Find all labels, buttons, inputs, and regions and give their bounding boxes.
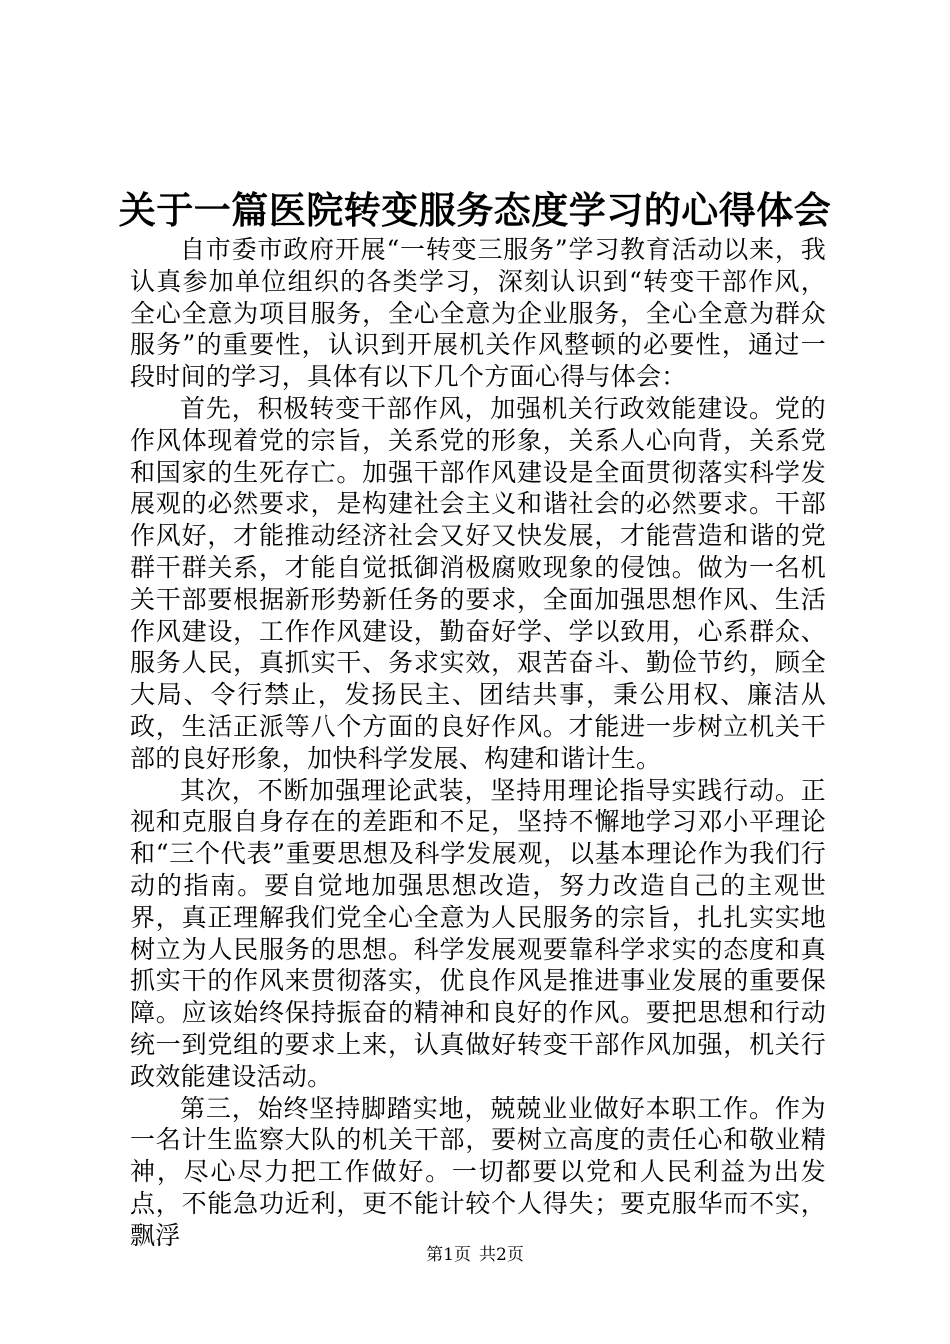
page-number-total: 共2页 <box>479 1245 524 1265</box>
paragraph-first: 首先，积极转变干部作风，加强机关行政效能建设。党的作风体现着党的宗旨，关系党的形象，关系人心向背，关系党和国家的生死存亡。加强干部作风建设是全面贯彻落实科学发展观的必然要求，是构建社会主义和谐社会的必然要求。干部作风好，才能推动经济社会又好又快发展，才能营造和谐的党群干群关系，才能自觉抵御消极腐败现象的侵蚀。做为一名机关干部要根据新形势新任务的要求，全面加强思想作风、生活作风建设，工作作风建设，勤奋好学、学以致用，心系群众、服务人民，真抓实干、务求实效，艰苦奋斗、勤俭节约，顾全大局、令行禁止，发扬民主、团结共事，秉公用权、廉洁从政，生活正派等八个方面的良好作风。才能进一步树立机关干部的良好形象，加快科学发展、构建和谐计生。 <box>130 393 826 773</box>
paragraph-second: 其次，不断加强理论武装，坚持用理论指导实践行动。正视和克服自身存在的差距和不足，坚持不懈地学习邓小平理论和“三个代表”重要思想及科学发展观，以基本理论作为我们行动的指南。要自觉地加强思想改造，努力改造自己的主观世界，真正理解我们党全心全意为人民服务的宗旨，扎扎实实地树立为人民服务的思想。科学发展观要靠科学求实的态度和真抓实干的作风来贯彻落实，优良作风是推进事业发展的重要保障。应该始终保持振奋的精神和良好的作风。要把思想和行动统一到党组的要求上来，认真做好转变干部作风加强，机关行政效能建设活动。 <box>130 775 826 1091</box>
page-footer <box>0 1243 950 1267</box>
document-title: 关于一篇医院转变服务态度学习的心得体会 <box>118 188 832 232</box>
paragraph-intro: 自市委市政府开展“一转变三服务”学习教育活动以来，我认真参加单位组织的各类学习，深刻认识到“转变干部作风，全心全意为项目服务，全心全意为企业服务，全心全意为群众服务”的重要性，认识到开展机关作风整顿的必要性，通过一段时间的学习，具体有以下几个方面心得与体会： <box>130 235 826 392</box>
page-number-current: 第1页 <box>426 1245 471 1265</box>
paragraph-third: 第三，始终坚持脚踏实地，兢兢业业做好本职工作。作为一名计生监察大队的机关干部，要树立高度的责任心和敬业精神，尽心尽力把工作做好。一切都要以党和人民利益为出发点，不能急功近利，更不能计较个人得失；要克服华而不实，飘浮 <box>130 1093 826 1250</box>
document-body <box>130 234 826 1252</box>
